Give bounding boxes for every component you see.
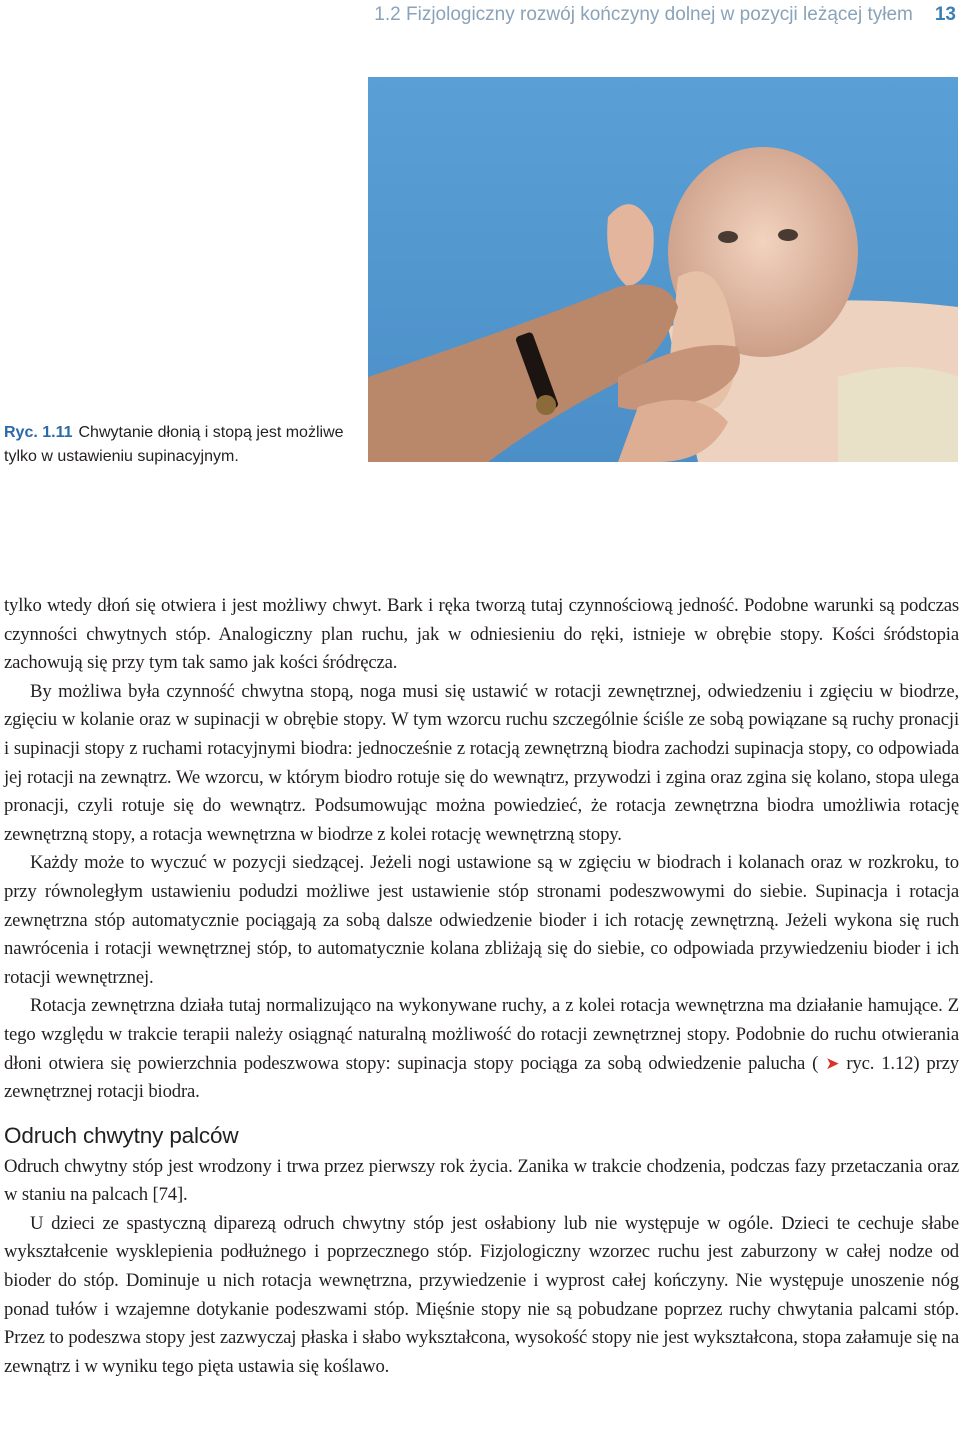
- figure-caption-text: Chwytanie dłonią i stopą jest możliwe tylko w ustawieniu supinacyjnym.: [4, 424, 344, 465]
- section-heading: Odruch chwytny palców: [4, 1122, 239, 1148]
- baby-grasping-photo: [368, 77, 958, 462]
- running-header: [200, 4, 956, 26]
- figure-label: Ryc. 1.11: [4, 424, 73, 441]
- paragraph: U dzieci ze spastyczną diparezą odruch chwytny stóp jest osłabiony lub nie występuje w ogóle. Dzieci te cechuje słabe wykształcenie wysklepienia podłużnego i poprzecznego stóp. Fizjologiczny wzorzec ruchu jest zaburzony w całej nodze od bioder do stóp. Dominuje u nich rotacja wewnętrzna, przywiedzenie i wyprost całej kończyny. Nie występuje unoszenie nóg ponad tułów i wzajemne dotykanie podeszwami stóp. Mięśnie stopy nie są pobudzane poprzez ruchy chwytania palcami stóp. Przez to podeszwa stopy jest zazwyczaj płaska i słabo wykształcona, wysokość stopy nie jest wykształcona, stopa załamuje się na zewnątrz i w wyniku tego pięta ustawia się koślawo.: [4, 1212, 959, 1377]
- paragraph: tylko wtedy dłoń się otwiera i jest możliwy chwyt. Bark i ręka tworzą tutaj czynnościową jedność. Podobne warunki są podczas czynności chwytnych stóp. Analogiczny plan ruchu, jak w odniesieniu do ręki, istnieje w obrębie stopy. Kości śródstopia zachowują się przy tym tak samo jak kości śródręcza.: [4, 595, 959, 674]
- paragraph-text: Rotacja zewnętrzna działa tutaj normalizująco na wykonywane ruchy, a z kolei rotacja wewnętrzna ma działanie hamujące. Z tego względu w trakcie terapii należy osiągnąć naturalną możliwość do rotacji zewnętrznej stopy. Podobnie do ruchu otwierania dłoni otwiera się powierzchnia podeszwowa stopy: supinacja stopy pociąga za sobą odwiedzenie palucha (: [4, 995, 959, 1074]
- figure-photo: [368, 77, 958, 462]
- figure-reference[interactable]: ryc. 1.12) przy zewnętrznej rotacji biodra.: [4, 1052, 959, 1103]
- paragraph: [4, 992, 959, 1106]
- body-text: [4, 592, 959, 1381]
- figure-caption: [4, 421, 349, 469]
- section-title: 1.2 Fizjologiczny rozwój kończyny dolnej w pozycji leżącej tyłem: [374, 4, 913, 25]
- arrowhead-icon: ➤: [825, 1053, 840, 1074]
- paragraph: Odruch chwytny stóp jest wrodzony i trwa przez pierwszy rok życia. Zanika w trakcie chodzenia, podczas fazy przetaczania oraz w staniu na palcach [74].: [4, 1155, 959, 1206]
- page-number: 13: [934, 4, 956, 25]
- paragraph: By możliwa była czynność chwytna stopą, noga musi się ustawić w rotacji zewnętrznej, odwiedzeniu i zgięciu w biodrze, zgięciu w kolanie oraz w supinacji w obrębie stopy. W tym wzorcu ruchu szczególnie ściśle ze sobą powiązane są ruchy pronacji i supinacji stopy z ruchami rotacyjnymi biodra: jednocześnie z rotacją zewnętrzną biodra zachodzi supinacja stopy, co odpowiada jej rotacji na zewnątrz. We wzorcu, w którym biodro rotuje się do wewnątrz, przywodzi i zgina oraz zgina się kolano, stopa ulega pronacji, czyli rotuje się do wewnątrz. Podsumowując można powiedzieć, że rotacja zewnętrzna biodra umożliwia rotację zewnętrzną stopy, a rotacja wewnętrzna w biodrze z kolei rotację wewnętrzną stopy.: [4, 680, 959, 845]
- paragraph: Każdy może to wyczuć w pozycji siedzącej. Jeżeli nogi ustawione są w zgięciu w biodrach i kolanach oraz w rozkroku, to przy równoległym ustawieniu podudzi możliwe jest ustawienie stóp stronami podeszwowymi do siebie. Supinacja i rotacja zewnętrzna stóp automatycznie pociągają za sobą dalsze odwiedzenie bioder i ich rotację zewnętrzną. Jeżeli wykona się ruch nawrócenia i rotacji wewnętrznej stóp, to automatycznie kolana zbliżają się do siebie, co odpowiada przywiedzeniu bioder i ich rotacji wewnętrznej.: [4, 852, 959, 988]
